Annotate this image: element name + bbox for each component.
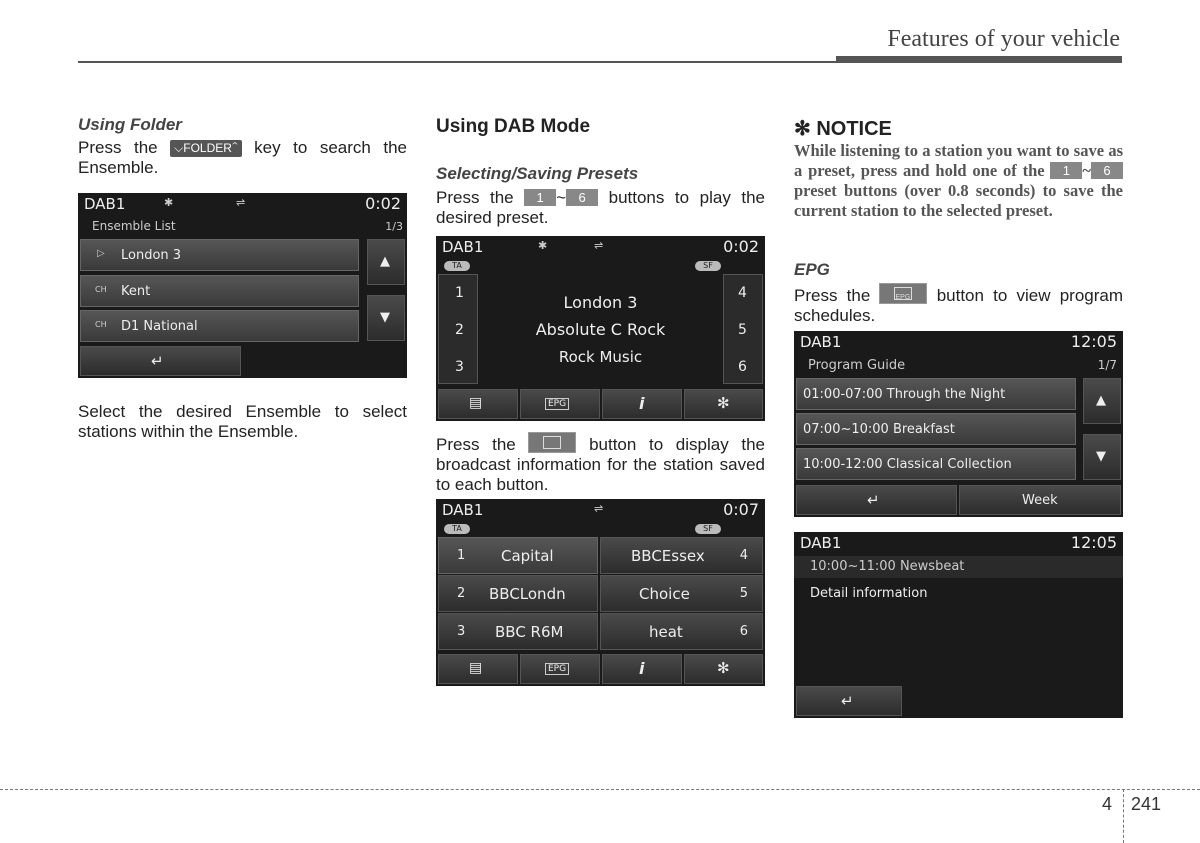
triangle-down-icon: ▼ — [1096, 449, 1106, 464]
preset-1-key: 1 — [524, 189, 556, 206]
gear-icon: ✻ — [717, 394, 730, 412]
program-label: 10:00-12:00 Classical Collection — [803, 457, 1012, 472]
preset-5-button[interactable] — [600, 575, 763, 612]
item-label: London 3 — [121, 248, 182, 263]
status-bar — [794, 331, 1123, 353]
ensemble-name: London 3 — [563, 293, 638, 312]
back-button[interactable] — [80, 346, 241, 376]
text-fragment: key to search the Ensemble. — [78, 138, 407, 177]
folder-key-label: FOLDER — [183, 141, 232, 155]
triangle-up-icon: ▲ — [380, 254, 390, 269]
using-folder-text — [78, 138, 407, 178]
preset-4-button[interactable] — [600, 537, 763, 574]
preset-number: 6 — [739, 624, 748, 639]
text-fragment: Press the — [436, 435, 516, 454]
preset-1-key: 1 — [1050, 162, 1082, 179]
clock: 0:07 — [723, 500, 759, 519]
list-item[interactable] — [80, 239, 359, 271]
item-label: Kent — [121, 284, 151, 299]
text-fragment: buttons to play the desired preset. — [436, 188, 765, 227]
broadcast-info-text — [436, 432, 765, 495]
preset-5-button[interactable]: 5 — [738, 322, 747, 338]
back-icon: ↵ — [151, 352, 164, 370]
chapter-number: 4 — [1102, 794, 1113, 814]
preset-station: BBCLondn — [489, 585, 566, 603]
preset-station: Choice — [639, 585, 690, 603]
bluetooth-icon: ✱ — [164, 196, 174, 209]
radio-icon: ▤ — [469, 395, 483, 411]
text-fragment: Press the — [78, 138, 158, 157]
status-bar — [78, 193, 407, 215]
clock: 0:02 — [365, 194, 401, 213]
item-label: D1 National — [121, 319, 198, 334]
preset-6-key: 6 — [566, 189, 598, 206]
radio-icon: ▤ — [469, 660, 483, 676]
text-fragment: button to display the broadcast information for the station saved to each button. — [436, 435, 765, 494]
triangle-up-icon: ▲ — [1096, 393, 1106, 408]
usb-icon: ⇌ — [236, 196, 246, 209]
preset-station: heat — [649, 623, 683, 641]
back-button[interactable] — [796, 485, 957, 515]
triangle-down-icon: ▼ — [380, 310, 390, 325]
back-icon: ↵ — [867, 491, 880, 509]
scroll-down-button[interactable] — [1083, 434, 1121, 480]
preset-6-key: 6 — [1091, 162, 1123, 179]
back-button[interactable] — [796, 686, 902, 716]
bluetooth-icon: ✱ — [538, 239, 548, 252]
epg-subhead: EPG — [794, 260, 830, 279]
preset-info-button[interactable] — [438, 389, 518, 419]
play-icon: ▷ — [97, 248, 105, 259]
program-title-bar — [794, 556, 1123, 578]
status-bar — [436, 236, 765, 258]
station-name: Absolute C Rock — [535, 320, 666, 339]
epg-icon: EPG — [545, 398, 569, 410]
preset-station: Capital — [501, 547, 554, 565]
preset-number: 5 — [739, 586, 748, 601]
scroll-up-button[interactable] — [1083, 378, 1121, 424]
program-detail-screen — [794, 532, 1123, 718]
source-label: DAB1 — [442, 501, 484, 519]
preset-list-screen — [436, 499, 765, 686]
epg-button[interactable] — [520, 389, 600, 419]
presets-subhead: Selecting/Saving Presets — [436, 164, 639, 183]
sf-indicator: SF — [695, 524, 721, 534]
epg-text — [794, 283, 1123, 326]
usb-icon: ⇌ — [594, 239, 604, 252]
info-icon: i — [639, 659, 645, 678]
preset-info-button[interactable] — [438, 654, 518, 684]
footer-divider — [1123, 789, 1124, 843]
list-title: Ensemble List — [92, 219, 176, 233]
preset-station: BBCEssex — [631, 547, 705, 565]
source-label: DAB1 — [800, 333, 842, 351]
week-button[interactable] — [959, 485, 1121, 515]
clock: 0:02 — [723, 237, 759, 256]
notice-title: ✻ NOTICE — [794, 118, 892, 140]
clock: 12:05 — [1070, 332, 1117, 351]
radio-key — [528, 432, 576, 453]
ta-indicator: TA — [444, 524, 470, 534]
epg-key — [879, 283, 927, 304]
program-item[interactable] — [796, 378, 1076, 410]
list-item[interactable] — [80, 275, 359, 307]
back-icon: ↵ — [841, 692, 854, 710]
preset-number: 2 — [457, 586, 466, 601]
source-label: DAB1 — [84, 195, 126, 213]
scroll-down-button[interactable] — [367, 295, 405, 341]
radio-icon — [543, 436, 561, 449]
program-label: 07:00~10:00 Breakfast — [803, 422, 955, 437]
preset-3-button[interactable]: 3 — [455, 359, 464, 375]
preset-1-button[interactable] — [438, 537, 598, 574]
presets-text — [436, 188, 765, 228]
channel-icon: CH — [95, 320, 107, 329]
preset-1-button[interactable]: 1 — [455, 285, 464, 301]
preset-station: BBC R6M — [495, 623, 564, 641]
text-fragment: preset buttons (over 0.8 seconds) to save the current station to the selected preset. — [794, 181, 1123, 220]
preset-number: 3 — [457, 624, 466, 639]
epg-key-label: EPG — [894, 287, 912, 300]
tilde: ~ — [556, 188, 567, 207]
running-header: Features of your vehicle — [887, 26, 1120, 52]
program-title: 10:00~11:00 Newsbeat — [810, 559, 965, 574]
select-ensemble-text: Select the desired Ensemble to select stations within the Ensemble. — [78, 402, 407, 441]
info-button[interactable] — [602, 389, 682, 419]
footer-rule — [0, 789, 1200, 790]
preset-number: 1 — [457, 548, 466, 563]
channel-icon: CH — [95, 285, 107, 294]
preset-6-button[interactable] — [600, 613, 763, 650]
page-indicator: 1/7 — [1097, 358, 1117, 372]
preset-4-button[interactable]: 4 — [738, 285, 747, 301]
epg-icon: EPG — [545, 663, 569, 675]
program-item[interactable] — [796, 413, 1076, 445]
list-title: Program Guide — [808, 358, 906, 373]
preset-2-button[interactable]: 2 — [455, 322, 464, 338]
gear-icon: ✻ — [717, 659, 730, 677]
using-folder-subhead: Using Folder — [78, 115, 182, 134]
ta-indicator: TA — [444, 261, 470, 271]
clock: 12:05 — [1070, 533, 1117, 552]
folder-key: ⌵FOLDER⌃ — [170, 140, 241, 157]
text-fragment: Press the — [794, 286, 871, 305]
preset-2-button[interactable] — [438, 575, 598, 612]
page-number: 241 — [1131, 794, 1162, 814]
info-icon: i — [639, 394, 645, 413]
text-fragment: While listening to a station you want to save as a preset, press and hold one of the — [794, 141, 1123, 180]
dab-mode-heading: Using DAB Mode — [436, 116, 591, 137]
notice-text — [794, 141, 1123, 221]
ensemble-list-screen — [78, 193, 407, 378]
source-label: DAB1 — [442, 238, 484, 256]
preset-3-button[interactable] — [438, 613, 598, 650]
preset-6-button[interactable]: 6 — [738, 359, 747, 375]
status-bar — [436, 499, 765, 521]
settings-button[interactable] — [684, 389, 763, 419]
week-label: Week — [1022, 493, 1058, 508]
program-guide-screen — [794, 331, 1123, 517]
list-item[interactable] — [80, 310, 359, 342]
text-fragment: Press the — [436, 188, 514, 207]
sf-indicator: SF — [695, 261, 721, 271]
scroll-up-button[interactable] — [367, 239, 405, 285]
preset-number: 4 — [739, 548, 748, 563]
program-label: 01:00-07:00 Through the Night — [803, 387, 1006, 402]
program-type: Rock Music — [558, 348, 643, 366]
header-bar — [836, 56, 1122, 63]
page-indicator: 1/3 — [385, 220, 403, 233]
detail-info: Detail information — [810, 586, 928, 601]
dab-playback-screen — [436, 236, 765, 421]
tilde: ~ — [1082, 161, 1091, 180]
text-fragment: button to view program schedules. — [794, 286, 1124, 325]
epg-button[interactable] — [520, 654, 600, 684]
info-button[interactable] — [602, 654, 682, 684]
status-bar — [794, 532, 1123, 554]
usb-icon: ⇌ — [594, 502, 604, 515]
source-label: DAB1 — [800, 534, 842, 552]
program-item[interactable] — [796, 448, 1076, 480]
settings-button[interactable] — [684, 654, 763, 684]
